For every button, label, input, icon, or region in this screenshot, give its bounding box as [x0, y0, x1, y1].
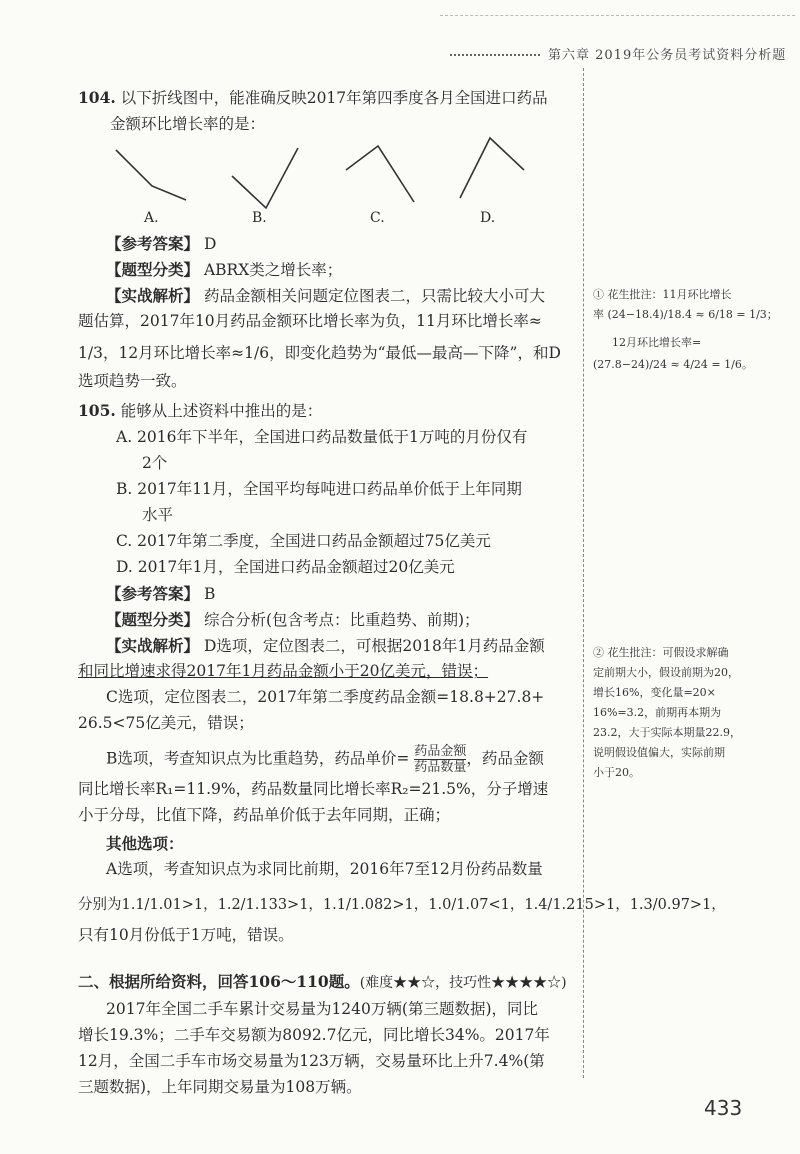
fraction-denominator: 药品数量 [414, 760, 467, 775]
q104-answer [106, 230, 216, 258]
type-tag: 【题型分类】 [106, 260, 200, 279]
note2-l5: 23.2，大于实际本期量22.9， [593, 726, 741, 739]
option-a-label: A. [144, 210, 159, 226]
difficulty-rating: (难度★★☆，技巧性★★★★☆) [359, 975, 567, 991]
q104-stem1: 以下折线图中，能准确反映2017年第四季度各月全国进口药品 [120, 89, 548, 107]
q104-line1 [78, 84, 548, 112]
q105-analysis-d1 [106, 632, 545, 660]
analysis-text: B选项，考查知识点为比重趋势，药品单价= [106, 749, 410, 768]
analysis-text: 药品金额相关问题定位图表二，只需比较大小可大 [203, 287, 545, 305]
fraction-one-third: 1/3 [78, 344, 103, 362]
fraction-one-sixth: 1/6 [244, 344, 270, 362]
section-para-l4: 三题数据)，上年同期交易量为108万辆。 [78, 1078, 362, 1096]
q105-option-c: C. 2017年第二季度，全国进口药品金额超过75亿美元 [116, 532, 491, 550]
analysis-text: ，药品金额 [466, 749, 544, 768]
q104-number: 104. [78, 88, 116, 107]
q105-answer [106, 580, 215, 608]
q105-analysis-d2: 和同比增速求得2017年1月药品金额小于20亿美元，错误； [78, 662, 489, 680]
running-header: 第六章 2019年公务员考试资料分析题 [548, 48, 787, 63]
section-para-l3: 12月，全国二手车市场交易量为123万辆，交易量环比上升7.4%(第 [78, 1052, 545, 1070]
other-options-title: 其他选项： [106, 834, 184, 853]
q104-analysis-l4: 选项趋势一致。 [78, 372, 187, 390]
note2-l1: ② 花生批注：可假设求解确 [593, 646, 729, 659]
section-para-l2: 增长19.3%；二手车交易额为8092.7亿元，同比增长34%。2017年 [78, 1026, 550, 1044]
note1-l4: (27.8−24)/24 ≈ 4/24 = 1/6。 [593, 358, 753, 371]
note1-l2: 率 (24−18.4)/18.4 ≈ 6/18 = 1/3； [593, 308, 778, 321]
type-tag: 【题型分类】 [106, 610, 200, 629]
answer-tag: 【参考答案】 [106, 234, 200, 253]
analysis-text: D选项，定位图表二，可根据2018年1月药品金额 [203, 637, 545, 655]
type-value: 综合分析(包含考点：比重趋势、前期)； [203, 611, 480, 629]
q105-type [106, 606, 480, 634]
option-c-label: C. [370, 210, 385, 226]
q104-stem2: 金额环比增长率的是： [110, 115, 266, 133]
q105-analysis-b1 [106, 744, 544, 775]
q105-analysis-a2: 分别为1.1/1.01>1，1.2/1.133>1，1.1/1.082>1，1.0/1.07<1，1.4/1.215>1，1.3/0.97>1， [78, 897, 726, 913]
note1-l3: 12月环比增长率= [612, 336, 702, 349]
q105-analysis-a3: 只有10月份低于1万吨，错误。 [78, 926, 294, 944]
q104-type [106, 256, 342, 284]
option-d-label: D. [480, 210, 496, 226]
answer-value: B [203, 585, 216, 603]
q105-option-a-cont: 2个 [142, 454, 168, 472]
section-title [78, 968, 567, 997]
header-dots [450, 54, 540, 56]
type-value: ABRX类之增长率； [203, 261, 343, 279]
analysis-tag: 【实战解析】 [106, 286, 200, 305]
q104-analysis-l3 [78, 340, 561, 367]
q105-number: 105. [78, 401, 116, 420]
option-b-line [232, 148, 298, 208]
note1-l1: ① 花生批注：11月环比增长 [593, 288, 732, 301]
analysis-tag: 【实战解析】 [106, 636, 200, 655]
note2-l3: 增长16%，变化量=20× [593, 686, 716, 699]
q105-analysis-c1: C选项，定位图表二，2017年第二季度药品金额=18.8+27.8+ [106, 688, 545, 706]
q105-option-d: D. 2017年1月，全国进口药品金额超过20亿美元 [116, 558, 455, 576]
q105-option-b: B. 2017年11月，全国平均每吨进口药品单价低于上年同期 [116, 480, 522, 498]
note2-l6: 说明假设值偏大，实际前期 [593, 746, 725, 759]
analysis-text: ，12月环比增长率≈ [102, 344, 245, 362]
q105-stem: 能够从上述资料中推出的是： [120, 402, 323, 420]
q104-analysis-l1 [106, 282, 545, 310]
option-b-label: B. [252, 210, 267, 226]
option-c-line [346, 146, 414, 202]
q105-analysis-a1: A选项，考查知识点为求同比前期，2016年7至12月份药品数量 [106, 860, 543, 878]
option-a-line [116, 150, 186, 200]
page-number: 433 [704, 1096, 743, 1120]
margin-divider [583, 68, 584, 1078]
q105-line1 [78, 397, 322, 425]
q105-analysis-b2: 同比增长率R₁=11.9%，药品数量同比增长率R₂=21.5%，分子增速 [78, 780, 549, 798]
section-para-l1: 2017年全国二手车累计交易量为1240万辆(第三题数据)，同比 [106, 1000, 538, 1018]
answer-value: D [203, 235, 217, 253]
analysis-text: ，即变化趋势为“最低—最高—下降”，和D [269, 344, 561, 362]
header-rule [440, 15, 795, 16]
q105-analysis-c2: 26.5<75亿美元，错误； [78, 714, 254, 732]
q105-option-a: A. 2016年下半年，全国进口药品数量低于1万吨的月份仅有 [116, 428, 528, 446]
section-heading: 二、根据所给资料，回答106～110题。 [78, 972, 360, 991]
q105-option-b-cont: 水平 [142, 506, 174, 524]
note2-l7: 小于20。 [593, 766, 640, 779]
option-d-line [460, 138, 524, 198]
q104-analysis-l2: 题估算，2017年10月药品金额环比增长率为负，11月环比增长率≈ [78, 312, 542, 330]
note2-l4: 16%=3.2，前期再本期为 [593, 706, 722, 719]
q105-analysis-b3: 小于分母，比值下降，药品单价低于去年同期，正确； [78, 806, 451, 824]
answer-tag: 【参考答案】 [106, 584, 200, 603]
fraction-numerator: 药品金额 [414, 744, 467, 759]
note2-l2: 定前期大小，假设前期为20， [593, 666, 739, 679]
unit-price-fraction [414, 744, 466, 775]
